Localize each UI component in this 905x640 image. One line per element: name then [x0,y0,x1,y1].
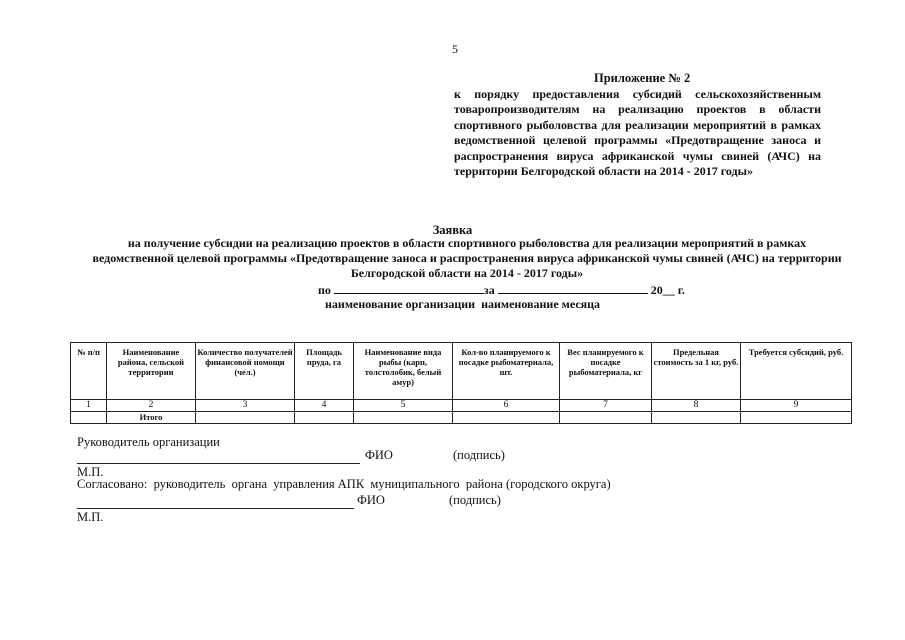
table-number-row [71,400,852,412]
form-subtitle: на получение субсидии на реализацию проектов в области спортивного рыболовства для реализации мероприятий в рамках ведомственной целевой программы «Предотвращение заноса и распространения вируса африканской чумы свиней (АЧС) на территории Белгородской области на 2014 - 2017 годы» [92,236,842,280]
table-total-row [71,412,852,424]
organization-blank [334,283,484,294]
caption-month: наименование месяца [481,297,601,311]
za-label: за [483,283,495,297]
number-cell: 4 [295,400,354,412]
total-cell [453,412,560,424]
month-blank [498,283,648,294]
header-cell: № п/п [71,343,107,400]
total-cell [560,412,652,424]
header-cell: Наименование района, сельской территории [107,343,196,400]
signature-label: (подпись) [453,448,505,462]
total-cell [196,412,295,424]
appendix-text: к порядку предоставления субсидий сельскохозяйственным товаропроизводителям на реализацию проектов в области спортивного рыболовства для реализации мероприятий в рамках ведомственной целевой программы «Предотвращение заноса и распространения вируса африканской чумы свиней (АЧС) на территории Белгородской области на 2014 - 2017 годы» [454,87,821,179]
number-cell: 8 [652,400,741,412]
total-cell [652,412,741,424]
signature-label-2: (подпись) [449,493,501,507]
number-cell: 5 [354,400,453,412]
form-title: Заявка [432,223,473,237]
number-cell: 1 [71,400,107,412]
mp-label: М.П. [77,465,104,479]
header-cell: Требуется субсидий, руб. [741,343,852,400]
table-header-row [71,343,852,400]
head-signature-line [77,463,360,464]
number-cell: 3 [196,400,295,412]
subsidy-table [70,342,852,424]
form-period-line [318,283,685,298]
header-cell: Предельная стоимость за 1 кг, руб. [652,343,741,400]
number-cell: 7 [560,400,652,412]
number-cell: 6 [453,400,560,412]
year-label: 20__ г. [650,283,685,297]
appendix-title: Приложение № 2 [594,71,691,85]
header-cell: Наименование вида рыбы (карп, толстолобик, белый амур) [354,343,453,400]
total-cell [295,412,354,424]
caption-organization: наименование организации [325,297,476,311]
header-cell: Площадь пруда, га [295,343,354,400]
fio-label-2: ФИО [357,493,385,507]
page-number: 5 [452,42,458,56]
fio-label: ФИО [365,448,393,462]
agreed-signature-line [77,508,354,509]
head-label: Руководитель организации [77,435,220,449]
total-label: Итого [107,412,196,424]
po-label: по [318,283,331,297]
total-cell [71,412,107,424]
number-cell: 2 [107,400,196,412]
mp-label-2: М.П. [77,510,104,524]
form-captions [325,297,600,312]
agreed-label: Согласовано: руководитель органа управления АПК муниципального района (городского округа) [77,477,611,491]
number-cell: 9 [741,400,852,412]
header-cell: Количество получателей финансовой помощи (чел.) [196,343,295,400]
header-cell: Вес планируемого к посадке рыбоматериала, кг [560,343,652,400]
header-cell: Кол-во планируемого к посадке рыбоматериала, шт. [453,343,560,400]
total-cell [354,412,453,424]
total-cell [741,412,852,424]
